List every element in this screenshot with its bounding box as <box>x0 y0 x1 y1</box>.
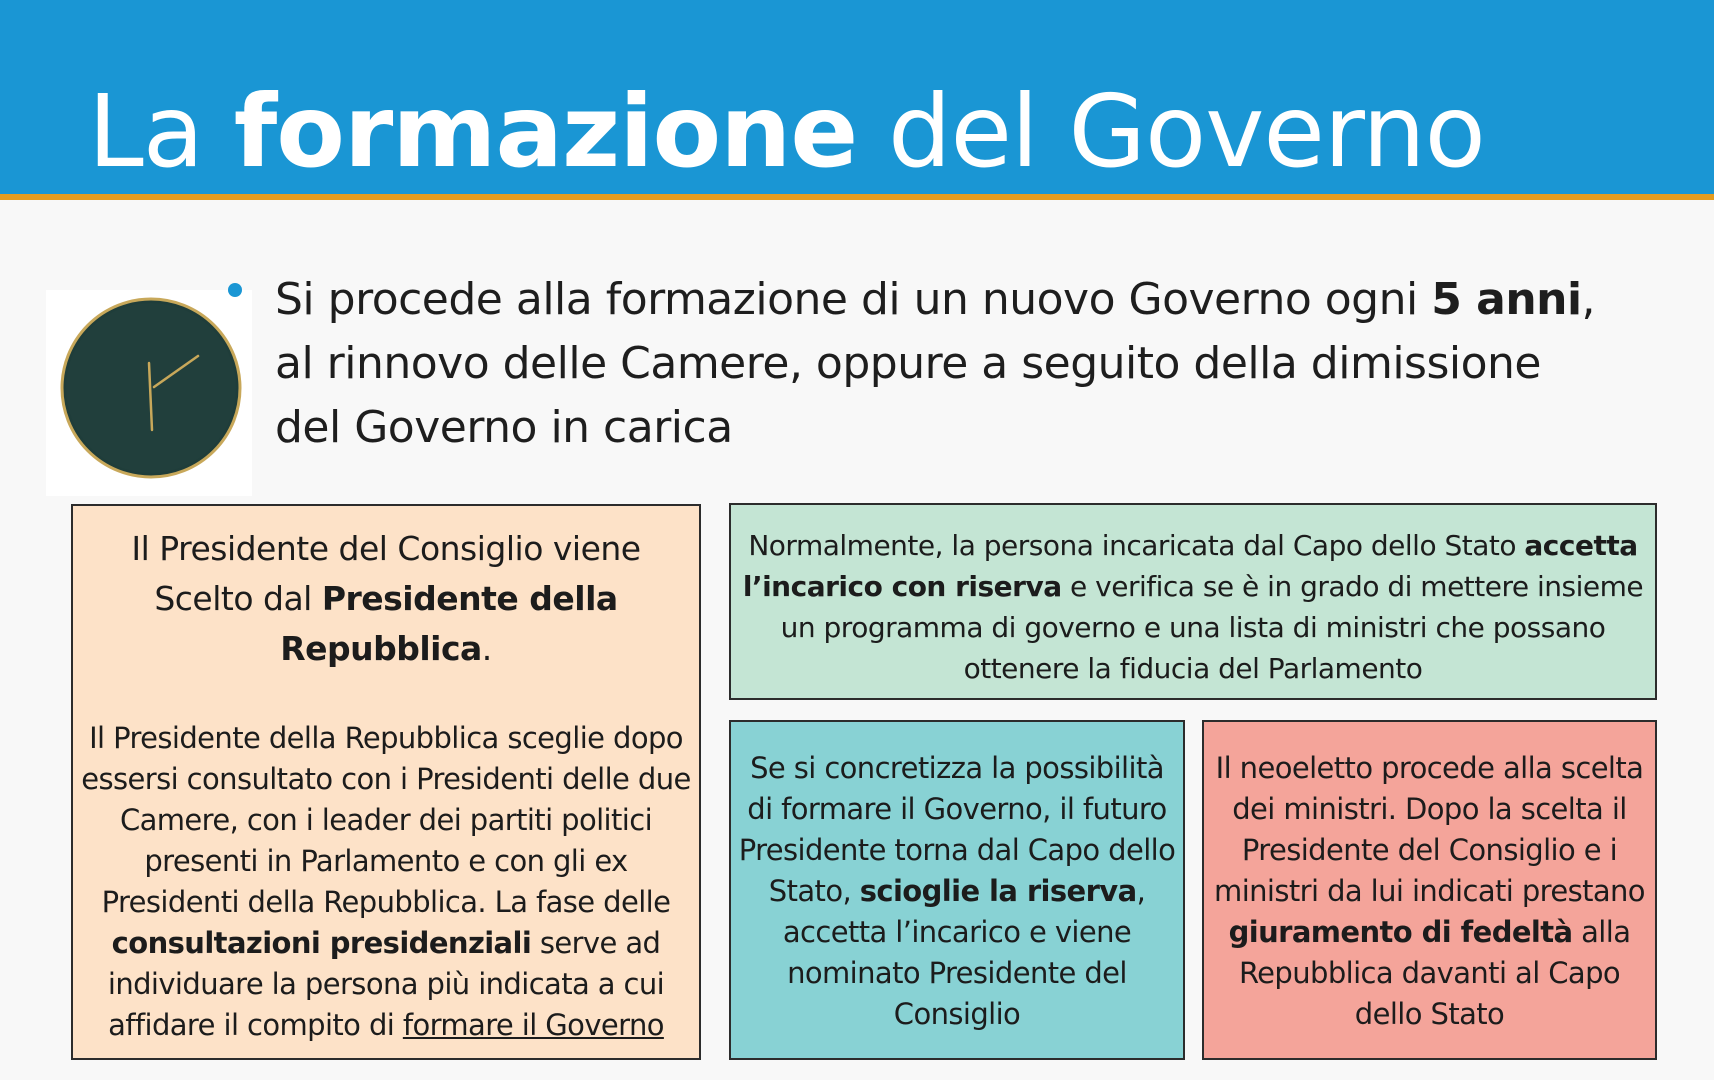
riserva-text: Se si concretizza la possibilità di formare il Governo, il futuro Presidente torna dal Capo dello Stato, <box>738 751 1176 908</box>
riserva-box <box>729 720 1185 1060</box>
lead-text: Il Presidente del Consiglio viene Scelto dal <box>131 529 641 618</box>
riserva-bold: scioglie la riserva <box>859 874 1137 908</box>
giuramento-text-end: alla Repubblica davanti al Capo dello Stato <box>1238 915 1631 1031</box>
slide-title <box>88 72 1485 192</box>
title-banner <box>0 0 1714 200</box>
incarico-text: Normalmente, la persona incaricata dal Capo dello Stato <box>748 529 1525 562</box>
lead-end: . <box>481 629 492 668</box>
wall-clock-icon <box>46 290 252 496</box>
body-text-mid: serve ad individuare la persona più indicata a cui affidare il compito di <box>107 926 665 1042</box>
intro-bold: 5 anni <box>1431 274 1582 325</box>
giuramento-box <box>1202 720 1657 1060</box>
riserva-text-end: , accetta l’incarico e viene nominato Presidente del Consiglio <box>782 874 1146 1031</box>
bullet-dot <box>228 283 242 297</box>
lead-bold: Presidente della Repubblica <box>280 579 618 668</box>
title-part-2: formazione <box>233 73 858 190</box>
president-selection-lead <box>79 524 693 674</box>
title-part-1: La <box>88 73 234 190</box>
giuramento-bold: giuramento di fedeltà <box>1228 915 1573 949</box>
incarico-bold: accetta l’incarico con riserva <box>742 529 1638 603</box>
body-text: Il Presidente della Repubblica sceglie dopo essersi consultato con i Presidenti delle due Camere, con i leader dei partiti politici presenti in Parlamento e con gli ex Presidenti della Repubblica. La fase delle <box>81 721 691 919</box>
clock-image <box>46 290 252 496</box>
body-underlined-text: formare il Governo <box>402 1008 664 1042</box>
incarico-text-end: e verifica se è in grado di mettere insieme un programma di governo e una lista di ministri che possano ottenere la fiducia del Parlamento <box>780 570 1644 685</box>
president-selection-body <box>79 718 693 1046</box>
incarico-box <box>729 503 1657 700</box>
title-part-3: del Governo <box>857 73 1485 190</box>
giuramento-text: Il neoeletto procede alla scelta dei ministri. Dopo la scelta il Presidente del Consiglio e i ministri da lui indicati prestano <box>1214 751 1645 908</box>
body-bold: consultazioni presidenziali <box>111 926 532 960</box>
president-selection-box <box>71 504 701 1060</box>
intro-text: Si procede alla formazione di un nuovo Governo ogni <box>275 274 1432 325</box>
intro-paragraph <box>275 268 1605 460</box>
intro-text-end: , al rinnovo delle Camere, oppure a seguito della dimissione del Governo in carica <box>275 274 1596 453</box>
